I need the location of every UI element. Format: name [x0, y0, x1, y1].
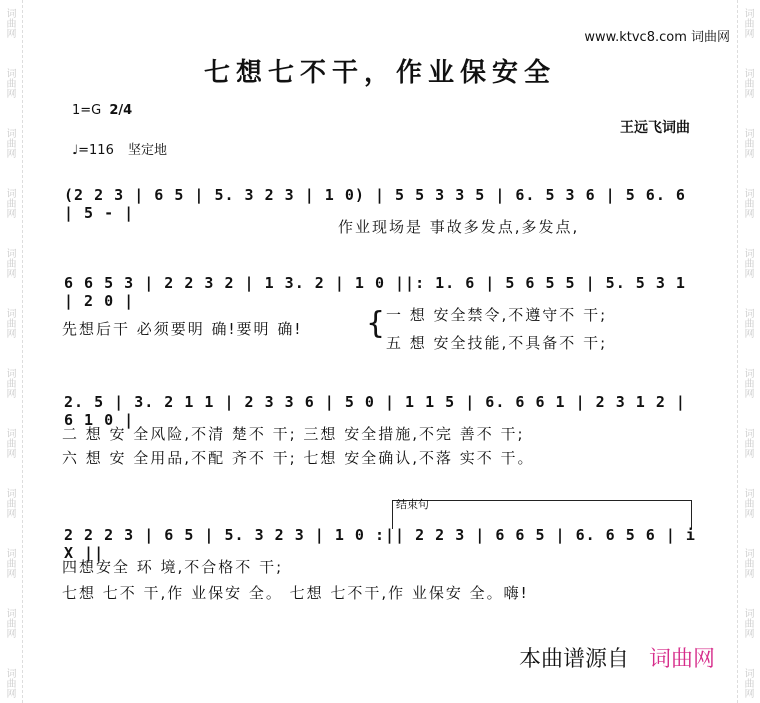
- footer-text: 本曲谱源自: [518, 647, 629, 672]
- watermark-text: 词曲网: [4, 548, 15, 578]
- credit-label: 王远飞词曲: [620, 120, 690, 136]
- watermark-text: 词曲网: [4, 488, 15, 518]
- lyric-line: 先想后干 必须要明 确!要明 确!: [62, 320, 303, 338]
- lyric-line: 七想 七不 干,作 业保安 全。 七想 七不干,作 业保安 全。嗨!: [62, 584, 529, 602]
- left-watermark-strip: [0, 0, 23, 703]
- page-title: 七想七不干，作业保安全: [203, 58, 556, 88]
- right-watermark-strip: [737, 0, 760, 703]
- watermark-text: 词曲网: [742, 248, 753, 278]
- key-label: 1=G: [72, 103, 102, 118]
- watermark-text: 词曲网: [4, 188, 15, 218]
- notation: 2 2 2 3 | 6 5 | 5. 3 2 3 | 1 0 :|| 2 2 3 | 6 6 5 | 6. 6 5 6 | i X ||: [64, 526, 696, 562]
- lyric-line: 二 想 安 全风险,不清 楚不 干; 三想 安全措施,不完 善不 干;: [62, 425, 525, 443]
- ending-box: [392, 500, 692, 529]
- watermark-text: 词曲网: [4, 8, 15, 38]
- watermark-text: 词曲网: [742, 668, 753, 698]
- watermark-text: 词曲网: [742, 128, 753, 158]
- watermark-text: 词曲网: [4, 368, 15, 398]
- watermark-text: 词曲网: [4, 128, 15, 158]
- score-line-1: [58, 186, 698, 236]
- watermark-text: 词曲网: [742, 8, 753, 38]
- watermark-text: 词曲网: [742, 368, 753, 398]
- lyric-line: 四想安全 环 境,不合格不 干;: [62, 558, 284, 576]
- lyric-line: 六 想 安 全用品,不配 齐不 干; 七想 安全确认,不落 实不 干。: [62, 449, 535, 467]
- tempo-mark: ♩=116: [72, 143, 114, 158]
- watermark-text: 词曲网: [742, 488, 753, 518]
- watermark-text: 词曲网: [742, 548, 753, 578]
- lyric-line: 五 想 安全技能,不具备不 干;: [386, 334, 608, 352]
- expression-mark: 坚定地: [127, 143, 167, 158]
- ending-label: 结束句: [396, 498, 429, 511]
- watermark-text: 词曲网: [742, 308, 753, 338]
- watermark-text: 词曲网: [4, 68, 15, 98]
- watermark-text: 词曲网: [742, 188, 753, 218]
- watermark-text: 词曲网: [742, 428, 753, 458]
- watermark-text: 词曲网: [4, 608, 15, 638]
- key-signature: [72, 103, 132, 118]
- score-line-3: [58, 393, 698, 467]
- watermark-text: 词曲网: [742, 68, 753, 98]
- notation: 2. 5 | 3. 2 1 1 | 2 3 3 6 | 5 0 | 1 1 5 | 6. 6 6 1 | 2 3 1 2 | 6 1 0 |: [64, 393, 686, 429]
- source-footer: [519, 642, 715, 673]
- tempo-line: [72, 139, 167, 158]
- site-url[interactable]: www.ktvc8.com 词曲网: [584, 30, 730, 45]
- notation: (2 2 3 | 6 5 | 5. 3 2 3 | 1 0) | 5 5 3 3 5 | 6. 5 3 6 | 5 6. 6 | 5 - |: [64, 186, 686, 222]
- footer-brand-link[interactable]: 词曲网: [648, 647, 715, 672]
- watermark-text: 词曲网: [4, 668, 15, 698]
- lyric-line: 一 想 安全禁令,不遵守不 干;: [386, 306, 608, 324]
- watermark-text: 词曲网: [4, 248, 15, 278]
- notation: 6 6 5 3 | 2 2 3 2 | 1 3. 2 | 1 0 ||: 1. 6 | 5 6 5 5 | 5. 5 3 1 | 2 0 |: [64, 274, 686, 310]
- brace-symbol: {: [366, 306, 386, 341]
- watermark-text: 词曲网: [4, 308, 15, 338]
- watermark-text: 词曲网: [742, 608, 753, 638]
- lyric-line: 作业现场是 事故多发点,多发点,: [338, 218, 580, 236]
- score-line-4: [58, 526, 698, 602]
- watermark-text: 词曲网: [4, 428, 15, 458]
- meter-label: 2/4: [109, 103, 133, 118]
- score-line-2: [58, 274, 698, 352]
